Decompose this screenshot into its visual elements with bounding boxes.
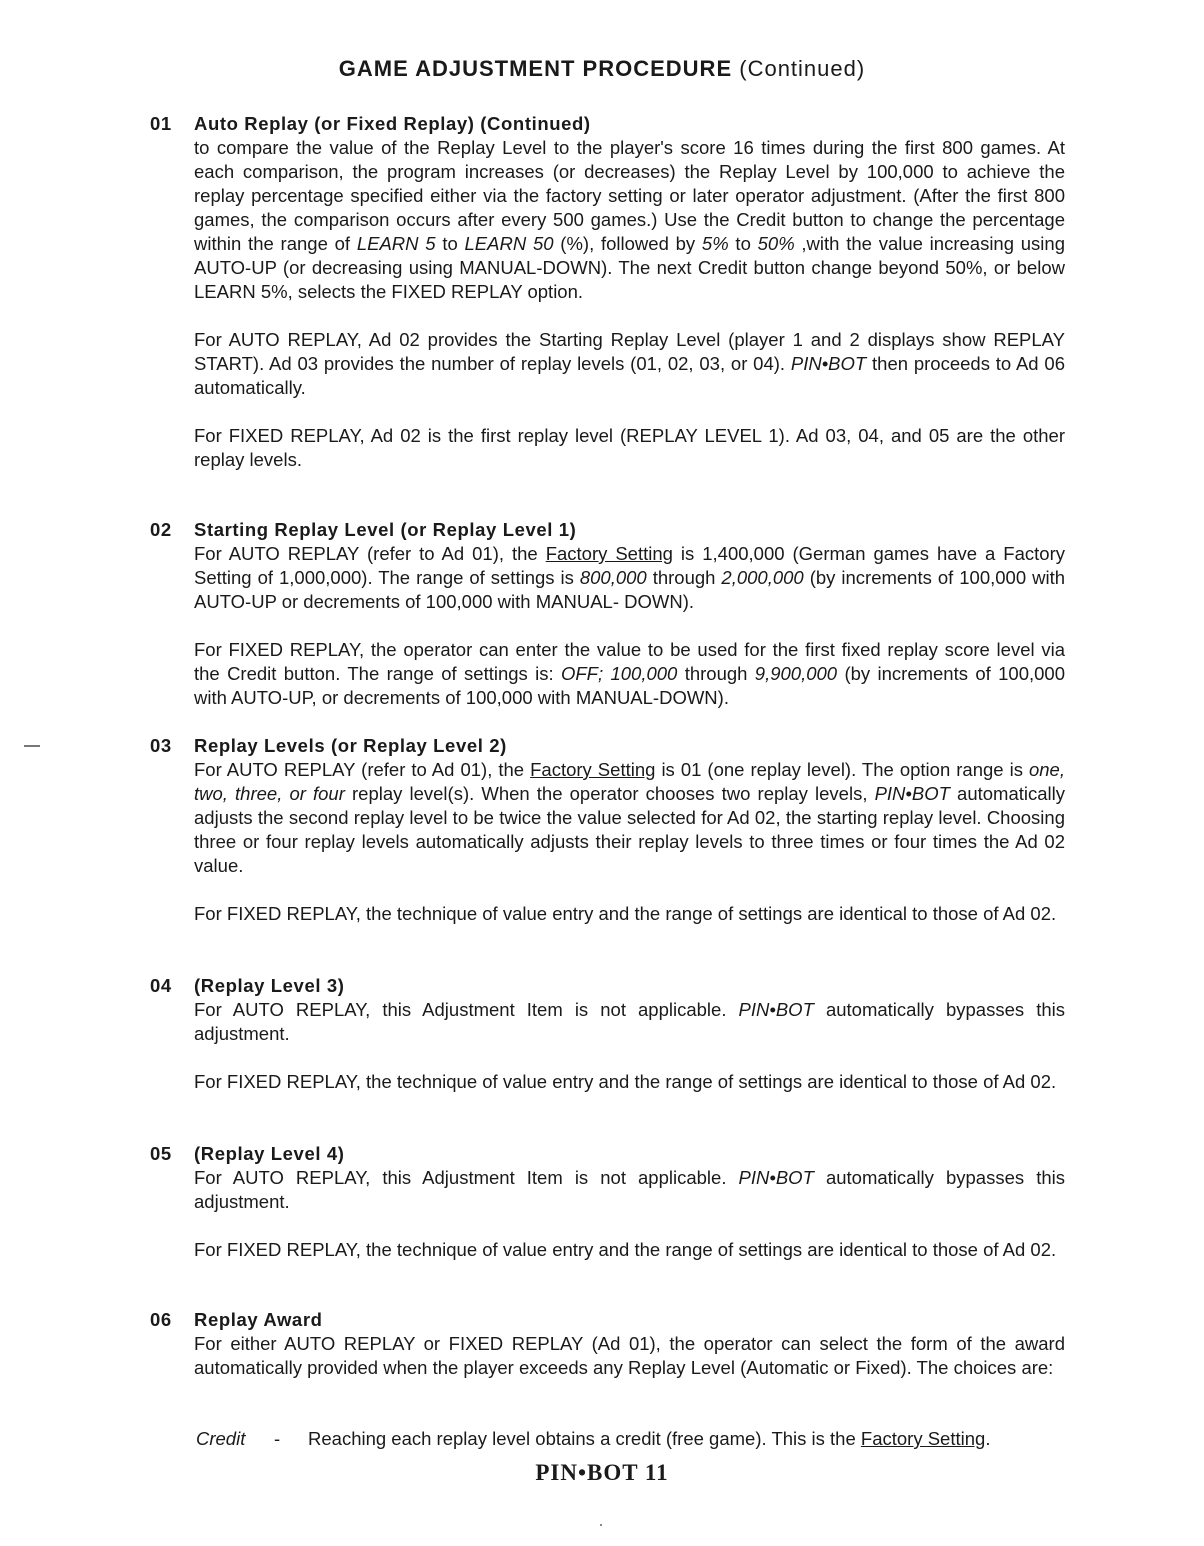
text-run: automatically adjusts the second replay level to be twice the value selected for Ad 02, the starting replay level. Choosing three or four replay levels automatically adjusts their replay levels to three times or four times the Ad 02 value. (194, 783, 1066, 876)
game-name: PIN•BOT (738, 1167, 814, 1188)
setting-value: 2,000,000 (721, 567, 804, 588)
section-number: 06 (150, 1309, 172, 1330)
setting-value: 9,900,000 (754, 663, 838, 684)
section-04 (150, 974, 1065, 1094)
text-run: For AUTO REPLAY, this Adjustment Item is not applicable. (194, 999, 739, 1020)
text-run: is 1,400,000 (German games have a Factory Setting of 1,000,000). The range of settings is (194, 543, 1065, 588)
setting-value: LEARN 50 (464, 233, 554, 254)
paragraph: For FIXED REPLAY, Ad 02 is the first replay level (REPLAY LEVEL 1). Ad 03, 04, and 05 are the other replay levels. (194, 425, 1065, 470)
text-run: through (646, 567, 722, 588)
text-run: For FIXED REPLAY, the operator can enter the value to be used for the first fixed replay score level via the Credit button. The range of settings is: (194, 639, 1065, 684)
section-title: (Replay Level 4) (194, 1143, 345, 1164)
setting-value: LEARN 5 (356, 233, 436, 254)
setting-value: OFF; 100,000 (560, 663, 678, 684)
paragraph (194, 328, 1065, 400)
text-run: to (435, 233, 465, 254)
section-02 (150, 518, 1065, 710)
paragraph (194, 758, 1065, 878)
paragraph (194, 136, 1065, 304)
section-title: Starting Replay Level (or Replay Level 1) (194, 519, 577, 540)
section-number: 04 (150, 975, 172, 996)
setting-value: one, two, three, or four (194, 759, 1065, 804)
margin-mark (24, 745, 40, 747)
paragraph: For FIXED REPLAY, the technique of value entry and the range of settings are identical to those of Ad 02. (194, 1071, 1057, 1092)
text-run: through (677, 663, 755, 684)
text-run: replay level(s). When the operator chooses two replay levels, (344, 783, 875, 804)
text-run: then proceeds to Ad 06 automatically. (194, 353, 1065, 398)
game-name: PIN•BOT (874, 783, 950, 804)
award-option-credit (196, 1427, 1066, 1451)
section-title: Replay Award (194, 1309, 323, 1330)
text-run: For AUTO REPLAY (refer to Ad 01), the (194, 543, 546, 564)
section-number: 02 (150, 519, 172, 540)
section-heading (150, 974, 1065, 998)
text-run: ,with the value increasing using AUTO-UP (or decreasing using MANUAL-DOWN). The next Credit button change beyond 50%, or below LEARN 5%, selects the FIXED REPLAY option. (194, 233, 1065, 302)
section-number: 01 (150, 113, 172, 134)
award-option-text: Reaching each replay level obtains a credit (free game). This is the (308, 1428, 861, 1449)
text-run: is 01 (one replay level). The option range is (655, 759, 1029, 780)
text-run: to compare the value of the Replay Level to the player's score 16 times during the first 800 games. At each comparison, the program increases (or decreases) the Replay Level by 100,000 to achieve the replay percentage specified either via the factory setting or later operator adjustment. (After the first 800 games, the comparison occurs after every 500 games.) Use the Credit button to change the percentage within the range of (194, 137, 1065, 254)
section-heading (150, 1142, 1065, 1166)
factory-setting-term: Factory Setting (860, 1428, 986, 1449)
text-run: automatically bypasses this adjustment. (194, 999, 1065, 1044)
section-number: 03 (150, 735, 172, 756)
text-run: (%), followed by (553, 233, 702, 254)
section-06 (150, 1308, 1065, 1380)
factory-setting-term: Factory Setting (545, 543, 673, 564)
section-01 (150, 112, 1065, 472)
text-run: to (728, 233, 758, 254)
paragraph (194, 542, 1065, 614)
section-title: Auto Replay (or Fixed Replay) (Continued) (194, 113, 591, 134)
factory-setting-term: Factory Setting (530, 759, 656, 780)
section-number: 05 (150, 1143, 172, 1164)
setting-value: 5% (701, 233, 729, 254)
text-run: For AUTO REPLAY, Ad 02 provides the Starting Replay Level (player 1 and 2 displays show REPLAY START). Ad 03 provides the number of replay levels (01, 02, 03, or 04). (194, 329, 1065, 374)
text-run: For AUTO REPLAY, this Adjustment Item is not applicable. (194, 1167, 739, 1188)
game-name: PIN•BOT (738, 999, 814, 1020)
paragraph (194, 1166, 1065, 1214)
paragraph (194, 638, 1065, 710)
award-option-dash: - (274, 1428, 281, 1449)
paragraph: For either AUTO REPLAY or FIXED REPLAY (Ad 01), the operator can select the form of the award automatically provided when the player exceeds any Replay Level (Automatic or Fixed). The choices are: (194, 1333, 1065, 1378)
setting-value: 50% (757, 233, 795, 254)
section-heading (150, 518, 1065, 542)
page-footer: PIN•BOT 11 (535, 1460, 669, 1485)
page-title-main: GAME ADJUSTMENT PROCEDURE (338, 56, 733, 81)
text-run: (by increments of 100,000 with AUTO-UP, or decrements of 100,000 with MANUAL-DOWN). (194, 663, 1065, 708)
section-05 (150, 1142, 1065, 1262)
award-option-end: . (985, 1428, 991, 1449)
section-heading (150, 734, 1065, 758)
footer-dot (600, 1524, 602, 1526)
section-heading (150, 1308, 1065, 1332)
section-heading (150, 112, 1065, 136)
section-03 (150, 734, 1065, 926)
page-title (0, 56, 1204, 82)
paragraph: For FIXED REPLAY, the technique of value entry and the range of settings are identical to those of Ad 02. (194, 1239, 1057, 1260)
text-run: For AUTO REPLAY (refer to Ad 01), the (194, 759, 531, 780)
setting-value: 800,000 (579, 567, 647, 588)
page-title-suffix: (Continued) (739, 56, 866, 81)
section-title: (Replay Level 3) (194, 975, 345, 996)
text-run: automatically bypasses this adjustment. (194, 1167, 1065, 1212)
paragraph: For FIXED REPLAY, the technique of value entry and the range of settings are identical to those of Ad 02. (194, 903, 1057, 924)
section-title: Replay Levels (or Replay Level 2) (194, 735, 507, 756)
text-run: (by increments of 100,000 with AUTO-UP or decrements of 100,000 with MANUAL- DOWN). (194, 567, 1065, 612)
paragraph (194, 998, 1065, 1046)
game-name: PIN•BOT (790, 353, 867, 374)
award-option-name: Credit (196, 1428, 246, 1449)
